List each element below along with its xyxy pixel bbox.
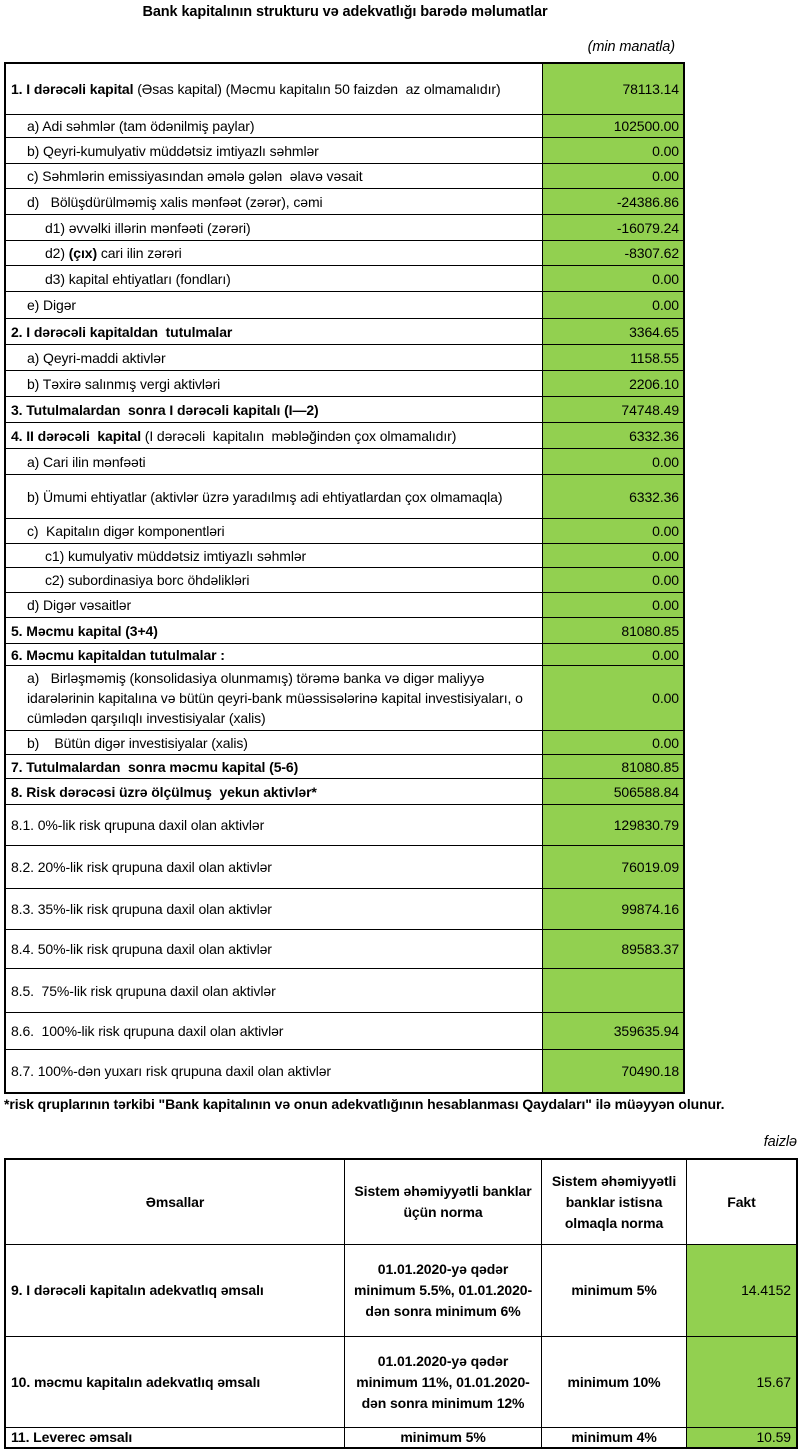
row-value: 81080.85 (543, 755, 683, 778)
row-label (6, 618, 543, 643)
label-rest: b) Qeyri-kumulyativ müddətsiz imtiyazlı səhmlər (27, 142, 319, 159)
row-value: 0.00 (543, 731, 683, 754)
ratios-header-norm-exception: Sistem əhəmiyyətli banklar istisna olmaqla norma (542, 1160, 687, 1245)
row-value: 6332.36 (543, 423, 683, 448)
label-rest: a) Adi səhmlər (tam ödənilmiş paylar) (27, 118, 255, 134)
row-label (6, 779, 543, 804)
row-label (6, 544, 543, 567)
row-label (6, 449, 543, 474)
row-label (6, 969, 543, 1012)
row-value: 0.00 (543, 568, 683, 592)
table-row (6, 568, 683, 593)
row-label (6, 755, 543, 778)
label-bold: (çıx) (68, 245, 98, 261)
row-value: 0.00 (543, 449, 683, 474)
ratio-norm-exception: minimum 4% (542, 1428, 687, 1447)
table-row (6, 930, 683, 969)
label-bold: 1. I dərəcəli kapital (11, 81, 138, 97)
row-label (6, 215, 543, 240)
table-row (6, 345, 683, 371)
row-value: -8307.62 (543, 241, 683, 265)
label-rest: cari ilin zərəri (97, 245, 182, 261)
table-row (6, 371, 683, 397)
table-row (6, 115, 683, 138)
table-row (6, 666, 683, 731)
label-rest: c2) subordinasiya borc öhdəlikləri (45, 572, 250, 588)
ratio-row-label: 9. I dərəcəli kapitalın adekvatlıq əmsalı (6, 1245, 345, 1337)
label-rest: a) Birləşməmiş (konsolidasiya olunmamış) törəmə banka və digər maliyyə idarələrinin kapitalına və bütün qeyri-bank müəssisələrinə kapital investisiyaları, o cümlədən qarşılıqlı investisiyalar (xalis) (27, 670, 527, 726)
row-label (6, 292, 543, 318)
unit-note: (min manatla) (587, 39, 675, 55)
row-label (6, 397, 543, 422)
table-row (6, 644, 683, 666)
row-value: 74748.49 (543, 397, 683, 422)
row-label (6, 164, 543, 188)
row-value: 2206.10 (543, 371, 683, 396)
row-label (6, 568, 543, 592)
row-value: 102500.00 (543, 115, 683, 137)
row-value: 0.00 (543, 544, 683, 567)
ratio-norm-system: 01.01.2020-yə qədər minimum 11%, 01.01.2020-dən sonra minimum 12% (345, 1337, 542, 1428)
row-value: 359635.94 (543, 1013, 683, 1049)
table-row (6, 755, 683, 779)
table-row (6, 241, 683, 266)
row-label (6, 593, 543, 617)
label-rest: 8.7. 100%-dən yuxarı risk qrupuna daxil olan aktivlər (11, 1063, 331, 1079)
percent-note: faizlə (763, 1134, 797, 1150)
label-rest: 8.3. 35%-lik risk qrupuna daxil olan aktivlər (11, 901, 272, 917)
label-bold: 2. I dərəcəli kapitaldan tutulmalar (11, 323, 233, 340)
table-row (6, 475, 683, 519)
table-row (6, 519, 683, 544)
row-label (6, 475, 543, 518)
row-value: 0.00 (543, 644, 683, 665)
row-value (543, 969, 683, 1012)
row-value: 0.00 (543, 292, 683, 318)
label-rest: (I dərəcəli kapitalın məbləğindən çox olmamalıdır) (144, 427, 457, 444)
table-row (6, 1050, 683, 1092)
row-label (6, 189, 543, 214)
table-row (6, 889, 683, 930)
label-bold: 6. Məcmu kapitaldan tutulmalar : (11, 646, 225, 663)
row-label (6, 930, 543, 968)
row-value: 3364.65 (543, 319, 683, 344)
ratio-fact-value: 15.67 (687, 1337, 796, 1428)
label-rest: d1) əvvəlki illərin mənfəəti (zərəri) (45, 219, 251, 236)
label-rest: d3) kapital ehtiyatları (fondları) (45, 270, 231, 287)
row-label (6, 846, 543, 888)
label-rest: d) Digər vəsaitlər (27, 597, 132, 613)
label-rest: 8.5. 75%-lik risk qrupuna daxil olan aktivlər (11, 982, 276, 999)
table-row (6, 423, 683, 449)
label-pre: d2) (45, 245, 69, 261)
table-row (6, 731, 683, 755)
row-value: 6332.36 (543, 475, 683, 518)
row-value: 0.00 (543, 666, 683, 730)
ratios-header-emsallar: Əmsallar (6, 1160, 345, 1245)
table-row (6, 292, 683, 319)
label-rest: b) Bütün digər investisiyalar (xalis) (27, 734, 248, 751)
row-value: 0.00 (543, 593, 683, 617)
label-rest: 8.2. 20%-lik risk qrupuna daxil olan aktivlər (11, 859, 272, 875)
row-value: 76019.09 (543, 846, 683, 888)
page-title: Bank kapitalının strukturu və adekvatlığı barədə məlumatlar (142, 4, 548, 20)
ratio-norm-exception: minimum 5% (542, 1245, 687, 1337)
ratio-fact-value: 10.59 (687, 1428, 796, 1447)
row-label (6, 519, 543, 543)
label-rest: b) Təxirə salınmış vergi aktivləri (27, 375, 221, 392)
row-label (6, 241, 543, 265)
ratio-norm-system: minimum 5% (345, 1428, 542, 1447)
table-row (6, 618, 683, 644)
row-label (6, 423, 543, 448)
label-bold: 3. Tutulmalardan sonra I dərəcəli kapitalı (I—2) (11, 401, 319, 418)
row-label (6, 666, 543, 730)
table-row (6, 397, 683, 423)
label-rest: e) Digər (27, 297, 76, 313)
label-bold: 7. Tutulmalardan sonra məcmu kapital (5-6) (11, 758, 299, 775)
row-value: 129830.79 (543, 805, 683, 845)
table-row (6, 779, 683, 805)
label-rest: 8.4. 50%-lik risk qrupuna daxil olan aktivlər (11, 941, 272, 957)
ratio-fact-value: 14.4152 (687, 1245, 796, 1337)
label-rest: d) Bölüşdürülməmiş xalis mənfəət (zərər), cəmi (27, 193, 323, 210)
table-row (6, 544, 683, 568)
row-value: 1158.55 (543, 345, 683, 370)
row-value: 0.00 (543, 266, 683, 291)
row-value: 70490.18 (543, 1050, 683, 1092)
label-bold: 8. Risk dərəcəsi üzrə ölçülmuş yekun aktivlər* (11, 783, 317, 800)
label-bold: 5. Məcmu kapital (3+4) (11, 622, 158, 639)
ratios-table (4, 1158, 798, 1449)
table-row (6, 1013, 683, 1050)
row-label (6, 266, 543, 291)
label-rest: 8.1. 0%-lik risk qrupuna daxil olan aktivlər (11, 817, 265, 833)
footnote: *risk qruplarının tərkibi "Bank kapitalının və onun adekvatlığının hesablanması Qaydaları" ilə müəyyən olunur. (4, 1096, 725, 1112)
ratio-norm-system: 01.01.2020-yə qədər minimum 5.5%, 01.01.2020-dən sonra minimum 6% (345, 1245, 542, 1337)
ratio-row-label: 11. Leverec əmsalı (6, 1428, 345, 1447)
ratio-row-label: 10. məcmu kapitalın adekvatlıq əmsalı (6, 1337, 345, 1428)
table-row (6, 189, 683, 215)
label-rest: c1) kumulyativ müddətsiz imtiyazlı səhmlər (45, 547, 307, 564)
label-bold: 4. II dərəcəli kapital (11, 427, 145, 444)
table-row (6, 266, 683, 292)
row-value: -24386.86 (543, 189, 683, 214)
table-row (6, 319, 683, 345)
row-value: 89583.37 (543, 930, 683, 968)
row-value: 506588.84 (543, 779, 683, 804)
table-row (6, 805, 683, 846)
row-label (6, 319, 543, 344)
table-row (6, 215, 683, 241)
label-rest: a) Qeyri-maddi aktivlər (27, 349, 166, 366)
row-label (6, 371, 543, 396)
row-value: 0.00 (543, 138, 683, 163)
table-row (6, 593, 683, 618)
label-rest: 8.6. 100%-lik risk qrupuna daxil olan aktivlər (11, 1023, 284, 1039)
row-label (6, 889, 543, 929)
row-label (6, 115, 543, 137)
row-label (6, 345, 543, 370)
row-label (6, 64, 543, 114)
label-rest: c) Kapitalın digər komponentləri (27, 523, 225, 539)
label-rest: (Əsas kapital) (Məcmu kapitalın 50 faizdən az olmamalıdır) (137, 81, 501, 97)
capital-structure-table (4, 62, 685, 1094)
row-label (6, 1050, 543, 1092)
row-value: 99874.16 (543, 889, 683, 929)
label-rest: b) Ümumi ehtiyatlar (aktivlər üzrə yaradılmış adi ehtiyatlardan çox olmamaqla) (27, 488, 503, 505)
label-rest: a) Cari ilin mənfəəti (27, 453, 146, 470)
row-value: 0.00 (543, 164, 683, 188)
table-row (6, 449, 683, 475)
row-value: 0.00 (543, 519, 683, 543)
row-value: 78113.14 (543, 64, 683, 114)
ratios-header-norm-system: Sistem əhəmiyyətli banklar üçün norma (345, 1160, 542, 1245)
table-row (6, 846, 683, 889)
row-label (6, 731, 543, 754)
row-value: 81080.85 (543, 618, 683, 643)
table-row (6, 969, 683, 1013)
row-label (6, 805, 543, 845)
row-label (6, 644, 543, 665)
ratios-header-fakt: Fakt (687, 1160, 796, 1245)
table-row (6, 164, 683, 189)
label-rest: c) Səhmlərin emissiyasından əmələ gələn əlavə vəsait (27, 168, 363, 184)
row-label (6, 1013, 543, 1049)
ratio-norm-exception: minimum 10% (542, 1337, 687, 1428)
table-row (6, 64, 683, 115)
table-row (6, 138, 683, 164)
row-label (6, 138, 543, 163)
row-value: -16079.24 (543, 215, 683, 240)
